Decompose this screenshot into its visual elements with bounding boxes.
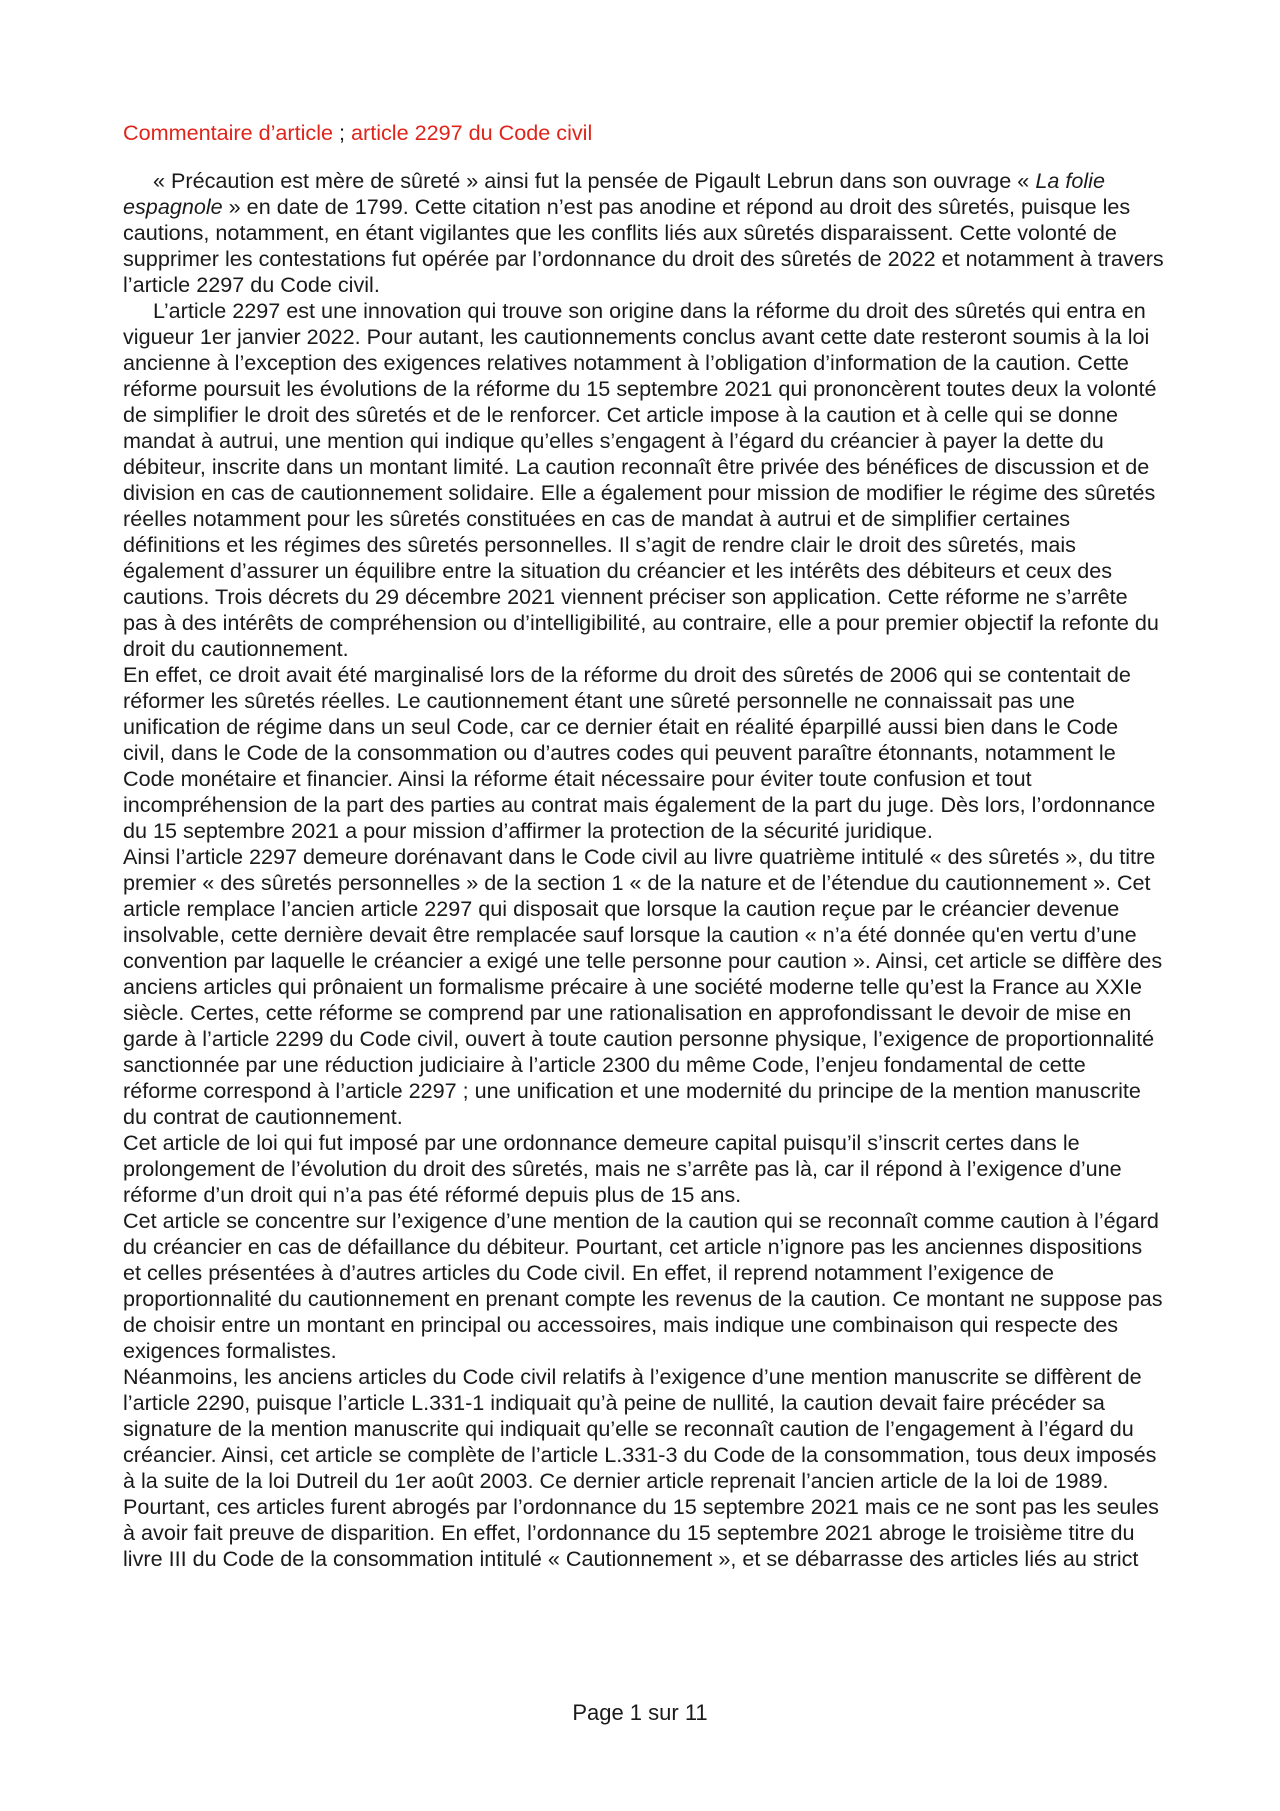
page-number-footer: Page 1 sur 11 [572, 1700, 708, 1725]
paragraph-4: Ainsi l’article 2297 demeure dorénavant dans le Code civil au livre quatrième intitulé « des sûretés », du titre premier « des sûretés personnelles » de la section 1 « de la nature et de l’étendue du cautionnement ». Cet article remplace l’ancien article 2297 qui disposait que lorsque la caution reçue par le créancier devenue insolvable, cette dernière devait être remplacée sauf lorsque la caution « n’a été donnée qu'en vertu d’une convention par laquelle le créancier a exigé une telle personne pour caution ». Ainsi, cet article se diffère des anciens articles qui prônaient un formalisme précaire à une société moderne telle qu’est la France au XXIe siècle. Certes, cette réforme se comprend par une rationalisation en approfondissant le devoir de mise en garde à l’article 2299 du Code civil, ouvert à toute caution personne physique, l’exigence de proportionnalité sanctionnée par une réduction judiciaire à l’article 2300 du même Code, l’enjeu fondamental de cette réforme correspond à l’article 2297 ; une unification et une modernité du principe de la mention manuscrite du contrat de cautionnement. [123, 844, 1163, 1129]
paragraph-5: Cet article de loi qui fut imposé par une ordonnance demeure capital puisqu’il s’inscrit certes dans le prolongement de l’évolution du droit des sûretés, mais ne s’arrête pas là, car il répond à l’exigence d’une réforme d’un droit qui n’a pas été réformé depuis plus de 15 ans. [123, 1130, 1122, 1207]
document-page [123, 120, 1165, 1572]
paragraph-3: En effet, ce droit avait été marginalisé lors de la réforme du droit des sûretés de 2006 qui se contentait de réformer les sûretés réelles. Le cautionnement étant une sûreté personnelle ne connaissait pas une unification de régime dans un seul Code, car ce dernier était en réalité éparpillé aussi bien dans le Code civil, dans le Code de la consommation ou d’autres codes qui peuvent paraître étonnants, notamment le Code monétaire et financier. Ainsi la réforme était nécessaire pour éviter toute confusion et tout incompréhension de la part des parties au contrat mais également de la part du juge. Dès lors, l’ordonnance du 15 septembre 2021 a pour mission d’affirmer la protection de la sécurité juridique. [123, 662, 1156, 843]
book-title-italic: La folie espagnole [123, 168, 1105, 219]
title-part-article: article 2297 du Code civil [351, 120, 593, 145]
paragraph-6: Cet article se concentre sur l’exigence d’une mention de la caution qui se reconnaît comme caution à l’égard du créancier en cas de défaillance du débiteur. Pourtant, cet article n’ignore pas les anciennes dispositions et celles présentées à d’autres articles du Code civil. En effet, il reprend notamment l’exigence de proportionnalité du cautionnement en prenant compte les revenus de la caution. Ce montant ne suppose pas de choisir entre un montant en principal ou accessoires, mais indique une combinaison qui respecte des exigences formalistes. [123, 1208, 1163, 1363]
paragraph-2: L’article 2297 est une innovation qui trouve son origine dans la réforme du droit des sûretés qui entra en vigueur 1er janvier 2022. Pour autant, les cautionnements conclus avant cette date resteront soumis à la loi ancienne à l’exception des exigences relatives notamment à l’obligation d’information de la caution. Cette réforme poursuit les évolutions de la réforme du 15 septembre 2021 qui prononcèrent toutes deux la volonté de simplifier le droit des sûretés et de le renforcer. Cet article impose à la caution et à celle qui se donne mandat à autrui, une mention qui indique qu’elles s’engagent à l’égard du créancier à payer la dette du débiteur, inscrite dans un montant limité. La caution reconnaît être privée des bénéfices de discussion et de division en cas de cautionnement solidaire. Elle a également pour mission de modifier le régime des sûretés réelles notamment pour les sûretés constituées en cas de mandat à autrui et de simplifier certaines définitions et les régimes des sûretés personnelles. Il s’agit de rendre clair le droit des sûretés, mais également d’assurer un équilibre entre la situation du créancier et les intérêts des débiteurs et ceux des cautions. Trois décrets du 29 décembre 2021 viennent préciser son application. Cette réforme ne s’arrête pas à des intérêts de compréhension ou d’intelligibilité, au contraire, elle a pour premier objectif la refonte du droit du cautionnement. [123, 298, 1159, 661]
document-title [123, 120, 1165, 146]
paragraph-intro-text-b: » en date de 1799. Cette citation n’est pas anodine et répond au droit des sûretés, puisque les cautions, notamment, en étant vigilantes que les conflits liés aux sûretés disparaissent. Cette volonté de supprimer les contestations fut opérée par l’ordonnance du droit des sûretés de 2022 et notamment à travers l’article 2297 du Code civil. [123, 194, 1164, 297]
title-separator: ; [333, 120, 352, 145]
paragraph-intro-text-a: « Précaution est mère de sûreté » ainsi fut la pensée de Pigault Lebrun dans son ouvrage « [153, 168, 1036, 193]
paragraph-intro [123, 168, 1165, 298]
paragraph-7: Néanmoins, les anciens articles du Code civil relatifs à l’exigence d’une mention manuscrite se diffèrent de l’article 2290, puisque l’article L.331-1 indiquait qu’à peine de nullité, la caution devait faire précéder sa signature de la mention manuscrite qui indiquait qu’elle se reconnaît caution de l’engagement à l’égard du créancier. Ainsi, cet article se complète de l’article L.331-3 du Code de la consommation, tous deux imposés à la suite de la loi Dutreil du 1er août 2003. Ce dernier article reprenait l’ancien article de la loi de 1989. Pourtant, ces articles furent abrogés par l’ordonnance du 15 septembre 2021 mais ce ne sont pas les seules à avoir fait preuve de disparition. En effet, l’ordonnance du 15 septembre 2021 abroge le troisième titre du livre III du Code de la consommation intitulé « Cautionnement », et se débarrasse des articles liés au strict [123, 1364, 1159, 1571]
title-part-commentaire: Commentaire d’article [123, 120, 334, 145]
